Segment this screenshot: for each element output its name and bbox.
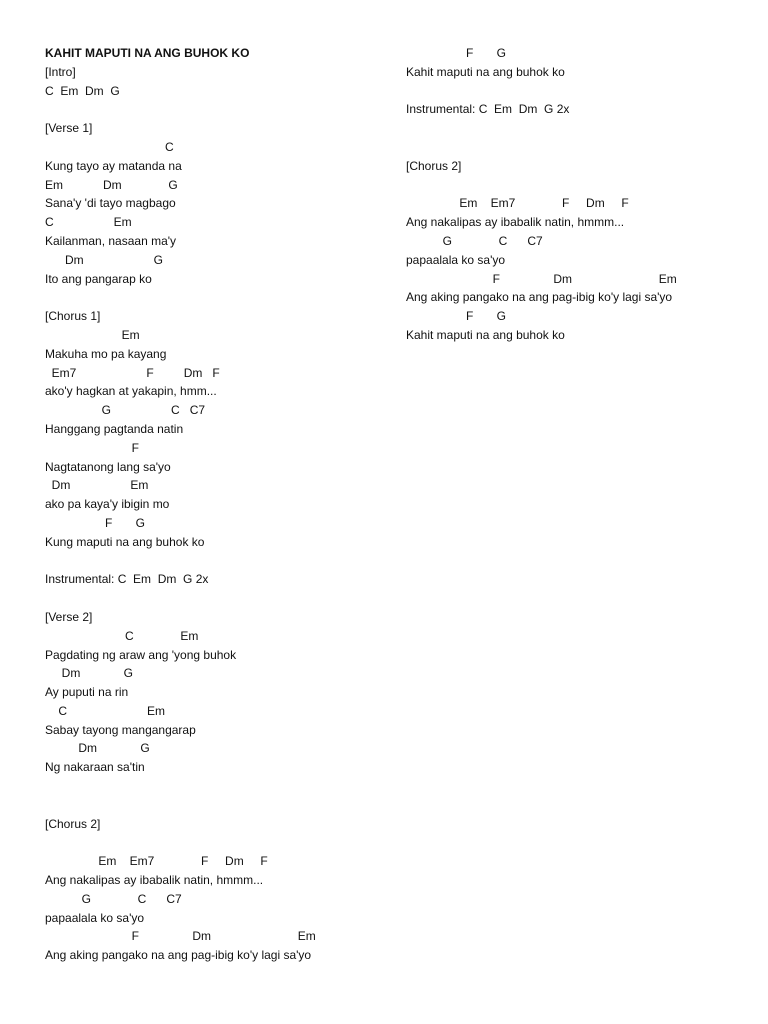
chord-line: Em Dm G (45, 177, 178, 192)
chord-line: Em Em7 F Dm F (406, 196, 629, 211)
blank-line (45, 100, 385, 119)
blank-line (406, 176, 746, 195)
lyric-line: Ay puputi na rin (45, 685, 129, 700)
chord-line: Em Em7 F Dm F (45, 854, 268, 869)
chord-line: F Dm Em (45, 929, 316, 944)
blank-line (45, 288, 385, 307)
lyric-line: papaalala ko sa'yo (406, 252, 506, 267)
chord-line: Dm G (45, 666, 134, 681)
lyric-line: Ito ang pangarap ko (45, 271, 152, 286)
section-heading: [Verse 2] (45, 609, 93, 624)
left-column (45, 44, 385, 965)
blank-line (45, 552, 385, 571)
lyric-line: Ang nakalipas ay ibabalik natin, hmmm... (406, 215, 625, 230)
chord-line: Dm Em (45, 478, 149, 493)
blank-line (45, 777, 385, 796)
lyric-line: Ang aking pangako na ang pag-ibig ko'y lagi sa'yo (45, 948, 312, 963)
section-heading: [Chorus 1] (45, 309, 101, 324)
lyric-line: Sana'y 'di tayo magbago (45, 196, 176, 211)
lyric-line: ako pa kaya'y ibigin mo (45, 497, 170, 512)
song-title: KAHIT MAPUTI NA ANG BUHOK KO (45, 46, 250, 60)
chord-line: C (45, 139, 174, 154)
chord-line: F G (45, 515, 146, 530)
lyric-line: ako'y hagkan at yakapin, hmm... (45, 384, 217, 399)
lyric-line: Kahit maputi na ang buhok ko (406, 327, 565, 342)
chord-line: Dm G (45, 252, 164, 267)
lyric-line: Nagtatanong lang sa'yo (45, 459, 171, 474)
lyric-line: Makuha mo pa kayang (45, 346, 167, 361)
blank-line (406, 138, 746, 157)
lyric-line: Sabay tayong mangangarap (45, 722, 196, 737)
chord-line: C Em Dm G (45, 83, 120, 98)
blank-line (45, 796, 385, 815)
instrumental-line: Instrumental: C Em Dm G 2x (406, 102, 570, 117)
lyric-line: papaalala ko sa'yo (45, 910, 145, 925)
section-heading: [Chorus 2] (406, 158, 462, 173)
chord-line: F (45, 440, 140, 455)
chord-line: F G (406, 309, 507, 324)
section-heading: [Verse 1] (45, 121, 93, 136)
chord-line: C Em (45, 215, 132, 230)
chord-line: Em7 F Dm F (45, 365, 220, 380)
blank-line (45, 589, 385, 608)
chord-line: G C C7 (45, 403, 206, 418)
lyric-line: Kahit maputi na ang buhok ko (406, 64, 565, 79)
chord-line: F G (406, 46, 507, 60)
lyric-line: Kung tayo ay matanda na (45, 158, 182, 173)
lyric-line: Kailanman, nasaan ma'y (45, 233, 177, 248)
lyric-line: Ang aking pangako na ang pag-ibig ko'y lagi sa'yo (406, 290, 673, 305)
right-column (406, 44, 746, 345)
lyric-line: Pagdating ng araw ang 'yong buhok (45, 647, 237, 662)
lyric-line: Ng nakaraan sa'tin (45, 760, 145, 775)
blank-line (406, 119, 746, 138)
blank-line (406, 82, 746, 101)
chord-line: Em (45, 327, 140, 342)
lyric-line: Kung maputi na ang buhok ko (45, 534, 205, 549)
chord-line: F Dm Em (406, 271, 677, 286)
section-heading: [Intro] (45, 64, 76, 79)
chord-line: G C C7 (45, 891, 182, 906)
lyric-line: Ang nakalipas ay ibabalik natin, hmmm... (45, 873, 264, 888)
chord-line: C Em (45, 703, 166, 718)
chord-line: C Em (45, 628, 199, 643)
chord-line: G C C7 (406, 233, 543, 248)
section-heading: [Chorus 2] (45, 816, 101, 831)
blank-line (45, 833, 385, 852)
chord-line: Dm G (45, 741, 150, 756)
lyric-line: Hanggang pagtanda natin (45, 421, 184, 436)
instrumental-line: Instrumental: C Em Dm G 2x (45, 572, 209, 587)
